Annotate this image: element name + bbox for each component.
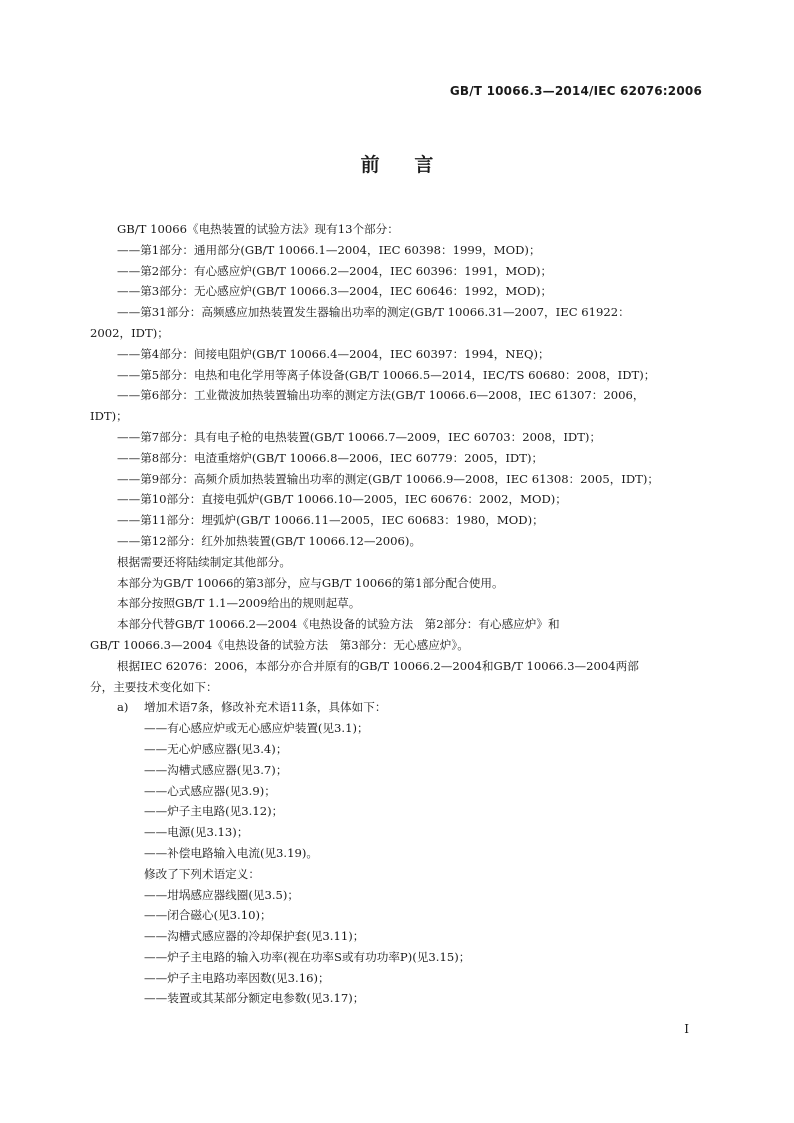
modified-term: ——沟槽式感应器的冷却保护套(见3.11)；	[144, 929, 365, 944]
part-item-31: ——第31部分：高频感应加热装置发生器输出功率的测定(GB/T 10066.31—2007，IEC 61922：	[117, 305, 630, 320]
document-body	[90, 219, 705, 1009]
part-item-1: ——第1部分：通用部分(GB/T 10066.1—2004，IEC 60398：1999，MOD)；	[117, 242, 541, 257]
part-item-3: ——第3部分：无心感应炉(GB/T 10066.3—2004，IEC 60646：1992，MOD)；	[117, 284, 553, 299]
added-term: ——无心炉感应器(见3.4)；	[144, 741, 288, 756]
part-item-6: ——第6部分：工业微波加热装置输出功率的测定方法(GB/T 10066.6—2008，IEC 61307：2006，	[117, 388, 645, 403]
part-item-12: ——第12部分：红外加热装置(GB/T 10066.12—2006)。	[117, 533, 422, 548]
part-item-9: ——第9部分：高频介质加热装置输出功率的测定(GB/T 10066.9—2008，IEC 61308：2005，IDT)；	[117, 471, 660, 486]
part-item-8: ——第8部分：电渣重熔炉(GB/T 10066.8—2006，IEC 60779：2005，IDT)；	[117, 450, 544, 465]
added-term: ——有心感应炉或无心感应炉装置(见3.1)；	[144, 721, 369, 736]
modified-term: ——坩埚感应器线圈(见3.5)；	[144, 887, 300, 902]
added-term: ——补偿电路输入电流(见3.19)。	[144, 845, 318, 860]
paragraph-replaces-cont: GB/T 10066.3—2004《电热设备的试验方法 第3部分：无心感应炉》。	[90, 637, 469, 652]
part-item-6-cont: IDT)；	[90, 409, 128, 424]
modified-term: ——闭合磁心(见3.10)；	[144, 908, 272, 923]
part-item-5: ——第5部分：电热和电化学用等离子体设备(GB/T 10066.5—2014，IEC/TS 60680：2008，IDT)；	[117, 367, 656, 382]
added-term: ——心式感应器(见3.9)；	[144, 783, 276, 798]
modified-term: ——炉子主电路的输入功率(视在功率S或有功功率P)(见3.15)；	[144, 949, 471, 964]
modified-terms-lead: 修改了下列术语定义：	[144, 866, 260, 881]
paragraph-drafting-rules: 本部分按照GB/T 1.1—2009给出的规则起草。	[117, 596, 361, 611]
part-item-2: ——第2部分：有心感应炉(GB/T 10066.2—2004，IEC 60396：1991，MOD)；	[117, 263, 553, 278]
part-item-4: ——第4部分：间接电阻炉(GB/T 10066.4—2004，IEC 60397：1994，NEQ)；	[117, 346, 550, 361]
page-title	[0, 150, 794, 177]
list-item-a	[90, 697, 705, 718]
intro-paragraph: GB/T 10066《电热装置的试验方法》现有13个部分：	[117, 222, 399, 236]
modified-term: ——炉子主电路功率因数(见3.16)；	[144, 970, 330, 985]
standard-identifier: GB/T 10066.3—2014/IEC 62076:2006	[449, 84, 702, 98]
added-term: ——沟槽式感应器(见3.7)；	[144, 762, 288, 777]
paragraph-part-3: 本部分为GB/T 10066的第3部分，应与GB/T 10066的第1部分配合使用。	[117, 575, 504, 590]
paragraph-changes: 根据IEC 62076：2006，本部分亦合并原有的GB/T 10066.2—2004和GB/T 10066.3—2004两部	[117, 658, 639, 673]
added-term: ——电源(见3.13)；	[144, 825, 249, 840]
title-char-2: 言	[414, 154, 434, 176]
list-item-a-lead: 增加术语7条，修改补充术语11条，具体如下：	[144, 700, 387, 715]
part-item-11: ——第11部分：埋弧炉(GB/T 10066.11—2005，IEC 60683：1980，MOD)；	[117, 513, 544, 528]
part-item-7: ——第7部分：具有电子枪的电热装置(GB/T 10066.7—2009，IEC 60703：2008，IDT)；	[117, 429, 602, 444]
paragraph-changes-cont: 分，主要技术变化如下：	[90, 679, 218, 694]
page-number: I	[684, 1022, 689, 1036]
part-item-31-cont: 2002，IDT)；	[90, 325, 169, 340]
part-item-10: ——第10部分：直接电弧炉(GB/T 10066.10—2005，IEC 60676：2002，MOD)；	[117, 492, 567, 507]
title-char-1: 前	[360, 154, 380, 176]
paragraph-replaces: 本部分代替GB/T 10066.2—2004《电热设备的试验方法 第2部分：有心感应炉》和	[117, 617, 560, 632]
paragraph-other-parts: 根据需要还将陆续制定其他部分。	[117, 554, 291, 569]
list-marker: a)	[117, 700, 129, 715]
modified-term: ——装置或其某部分额定电参数(见3.17)；	[144, 991, 365, 1006]
added-term: ——炉子主电路(见3.12)；	[144, 804, 284, 819]
